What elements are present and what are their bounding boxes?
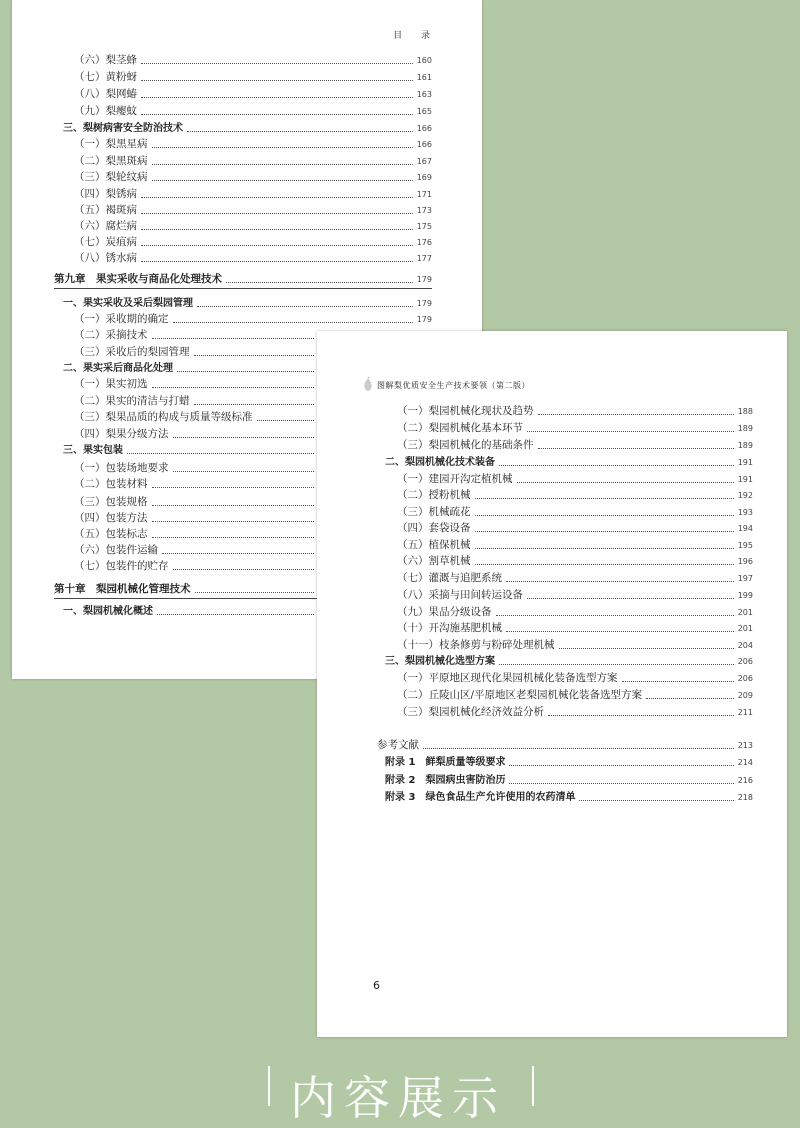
toc-section-entry	[63, 360, 318, 375]
toc-entry-title: （三）梨园机械化经济效益分析	[397, 706, 544, 718]
dot-leader	[141, 114, 413, 115]
toc-section-entry	[385, 772, 753, 787]
toc-entry	[74, 153, 432, 168]
toc-page-number: 214	[737, 758, 753, 767]
toc-entry-title: （二）丘陵山区/平原地区老梨园机械化装备选型方案	[397, 689, 643, 701]
toc-page-number: 161	[416, 73, 432, 82]
dot-leader	[173, 569, 315, 570]
toc-entry-title: （四）包装方法	[74, 512, 148, 524]
dot-leader	[475, 548, 734, 549]
toc-entry	[74, 393, 318, 408]
dot-leader	[173, 471, 315, 472]
toc-entry-title: （五）包装标志	[74, 528, 148, 540]
toc-entry	[397, 637, 753, 652]
toc-entry-title: （九）果品分级设备	[397, 606, 492, 618]
toc-section-entry	[63, 442, 318, 457]
dot-leader	[194, 404, 315, 405]
toc-page-number: 167	[416, 157, 432, 166]
toc-page-number: 191	[737, 475, 753, 484]
dot-leader	[187, 131, 413, 132]
toc-entry-title: （七）灌溉与追肥系统	[397, 572, 502, 584]
toc-entry-title: 参考文献	[377, 739, 419, 751]
toc-entry	[397, 537, 753, 552]
toc-entry	[74, 409, 318, 424]
toc-page-number: 171	[416, 190, 432, 199]
toc-entry-title: （一）采收期的确定	[74, 313, 169, 325]
dot-leader	[177, 371, 314, 372]
toc-page-number: 216	[737, 776, 753, 785]
toc-entry	[397, 520, 753, 535]
toc-page-number: 197	[737, 574, 753, 583]
toc-page-number: 206	[737, 657, 753, 666]
dot-leader	[496, 615, 734, 616]
toc-entry	[74, 426, 318, 441]
toc-entry	[74, 136, 432, 151]
toc-entry-title: （六）包装件运输	[74, 544, 158, 556]
toc-page-number: 163	[416, 90, 432, 99]
toc-entry	[397, 553, 753, 568]
toc-entry-title: （四）套袋设备	[397, 522, 471, 534]
pear-logo-icon	[363, 377, 373, 394]
toc-entry-title: 二、果实采后商品化处理	[63, 363, 173, 374]
toc-entry-title: （一）梨黑星病	[74, 138, 148, 150]
toc-section-entry	[385, 754, 753, 769]
toc-entry-title: 第九章 果实采收与商品化处理技术	[54, 273, 222, 285]
chapter-rule	[54, 598, 318, 599]
page-number: 6	[373, 979, 380, 992]
toc-entry-title: （四）梨果分级方法	[74, 428, 169, 440]
toc-entry	[397, 437, 753, 452]
dot-leader	[548, 715, 734, 716]
dot-leader	[527, 598, 734, 599]
toc-entry	[74, 311, 432, 326]
toc-entry	[74, 476, 318, 491]
toc-entry	[377, 737, 753, 752]
dot-leader	[152, 180, 413, 181]
dot-leader	[152, 387, 315, 388]
toc-entry	[397, 704, 753, 719]
toc-entry-title: （六）梨茎蜂	[74, 54, 137, 66]
dot-leader	[141, 261, 413, 262]
page-header: 目 录	[393, 31, 438, 41]
toc-entry	[74, 218, 432, 233]
dot-leader	[475, 564, 734, 565]
toc-entry-title: （九）梨瘿蚊	[74, 105, 137, 117]
toc-entry	[74, 169, 432, 184]
toc-entry-title: （五）褐斑病	[74, 204, 137, 216]
dot-leader	[152, 147, 413, 148]
toc-page-number: 166	[416, 140, 432, 149]
toc-section-entry	[385, 789, 753, 804]
toc-entry	[397, 570, 753, 585]
banner-divider	[532, 1066, 534, 1106]
toc-page-number: 195	[737, 541, 753, 550]
toc-page-number: 201	[737, 624, 753, 633]
toc-entry	[74, 494, 318, 509]
toc-page-number: 191	[737, 458, 753, 467]
dot-leader	[622, 681, 734, 682]
toc-entry	[397, 687, 753, 702]
dot-leader	[152, 521, 315, 522]
dot-leader	[475, 515, 734, 516]
toc-page-number: 206	[737, 674, 753, 683]
toc-entry-title: （三）采收后的梨园管理	[74, 346, 190, 358]
toc-entry	[74, 52, 432, 67]
chapter-rule	[54, 288, 432, 289]
dot-leader	[579, 800, 733, 801]
toc-entry-title: （二）采摘技术	[74, 329, 148, 341]
toc-page-number: 160	[416, 56, 432, 65]
toc-page-right	[317, 331, 787, 1037]
toc-page-number: 166	[416, 124, 432, 133]
toc-page-number: 179	[416, 315, 432, 324]
dot-leader	[127, 453, 314, 454]
dot-leader	[162, 553, 314, 554]
toc-page-number: 175	[416, 222, 432, 231]
dot-leader	[141, 245, 413, 246]
toc-page-number: 177	[416, 254, 432, 263]
toc-page-number: 189	[737, 424, 753, 433]
dot-leader	[509, 765, 733, 766]
toc-entry-title: （一）建园开沟定植机械	[397, 473, 513, 485]
toc-page-number: 169	[416, 173, 432, 182]
toc-page-number: 176	[416, 238, 432, 247]
toc-entry	[74, 186, 432, 201]
toc-entry-title: 一、果实采收及采后梨园管理	[63, 298, 193, 309]
dot-leader	[157, 614, 314, 615]
toc-page-number: 165	[416, 107, 432, 116]
toc-entry	[397, 487, 753, 502]
toc-entry	[74, 234, 432, 249]
toc-entry-title: （二）梨黑斑病	[74, 155, 148, 167]
toc-entry-title: 三、梨树病害安全防治技术	[63, 123, 183, 134]
toc-entry	[397, 620, 753, 635]
dot-leader	[506, 581, 734, 582]
toc-entry-title: （七）炭疽病	[74, 236, 137, 248]
toc-section-entry	[385, 454, 753, 469]
dot-leader	[257, 420, 315, 421]
dot-leader	[197, 306, 413, 307]
toc-entry	[397, 471, 753, 486]
toc-entry-title: （二）果实的清洁与打蜡	[74, 395, 190, 407]
toc-entry-title: （二）授粉机械	[397, 489, 471, 501]
dot-leader	[141, 97, 413, 98]
toc-page-number: 192	[737, 491, 753, 500]
toc-entry-title: 附录 3 绿色食品生产允许使用的农药清单	[385, 792, 576, 803]
toc-entry	[74, 69, 432, 84]
toc-entry-title: （七）包装件的贮存	[74, 560, 169, 572]
dot-leader	[195, 592, 315, 593]
toc-entry	[74, 542, 318, 557]
toc-entry	[397, 604, 753, 619]
dot-leader	[509, 783, 733, 784]
toc-entry	[74, 510, 318, 525]
toc-page-number: 218	[737, 793, 753, 802]
dot-leader	[152, 537, 315, 538]
toc-entry-title: 附录 2 梨园病虫害防治历	[385, 775, 506, 786]
dot-leader	[152, 487, 315, 488]
dot-leader	[141, 197, 413, 198]
dot-leader	[194, 355, 315, 356]
toc-entry-title: （五）植保机械	[397, 539, 471, 551]
dot-leader	[499, 465, 734, 466]
toc-page-number: 189	[737, 441, 753, 450]
dot-leader	[141, 63, 413, 64]
toc-entry-title: 二、梨园机械化技术装备	[385, 457, 495, 468]
toc-entry	[74, 376, 318, 391]
toc-entry	[397, 504, 753, 519]
toc-entry	[74, 344, 318, 359]
dot-leader	[173, 437, 315, 438]
toc-page-number: 211	[737, 708, 753, 717]
toc-entry-title: （一）梨园机械化现状及趋势	[397, 405, 534, 417]
toc-entry-title: （二）包装材料	[74, 478, 148, 490]
toc-entry-title: 附录 1 鲜梨质量等级要求	[385, 757, 506, 768]
toc-entry	[74, 103, 432, 118]
toc-entry-title: （八）锈水病	[74, 252, 137, 264]
toc-entry-title: （一）果实初选	[74, 378, 148, 390]
dot-leader	[152, 338, 315, 339]
toc-page-number: 173	[416, 206, 432, 215]
dot-leader	[499, 664, 734, 665]
toc-page-number: 199	[737, 591, 753, 600]
dot-leader	[173, 322, 413, 323]
toc-entry-title: 三、梨园机械化选型方案	[385, 656, 495, 667]
toc-entry-title: （六）腐烂病	[74, 220, 137, 232]
toc-entry	[74, 250, 432, 265]
toc-entry	[74, 460, 318, 475]
toc-entry-title: （七）黄粉蚜	[74, 71, 137, 83]
toc-entry-title: 三、果实包装	[63, 445, 123, 456]
toc-entry-title: （八）采摘与田间转运设备	[397, 589, 523, 601]
toc-entry-title: 一、梨园机械化概述	[63, 606, 153, 617]
dot-leader	[527, 431, 734, 432]
banner-title: 内容展示	[290, 1071, 506, 1125]
toc-chapter-entry	[54, 581, 318, 596]
toc-entry-title: （三）梨园机械化的基础条件	[397, 439, 534, 451]
dot-leader	[141, 213, 413, 214]
toc-entry-title: （六）割草机械	[397, 555, 471, 567]
toc-section-entry	[63, 295, 432, 310]
toc-entry-title: （十）开沟施基肥机械	[397, 622, 502, 634]
toc-entry	[397, 420, 753, 435]
toc-entry-title: （三）机械疏花	[397, 506, 471, 518]
dot-leader	[152, 164, 413, 165]
toc-entry-title: （十一）枝条修剪与粉碎处理机械	[397, 639, 555, 651]
dot-leader	[506, 631, 734, 632]
toc-page-number: 193	[737, 508, 753, 517]
dot-leader	[517, 482, 734, 483]
toc-page-number: 201	[737, 608, 753, 617]
toc-entry-title: （三）梨果品质的构成与质量等级标准	[74, 411, 253, 423]
book-title: 图解梨优质安全生产技术要领（第二版）	[377, 381, 530, 390]
toc-page-number: 196	[737, 557, 753, 566]
toc-entry-title: （三）包装规格	[74, 496, 148, 508]
toc-entry	[397, 587, 753, 602]
toc-entry-title: （一）平原地区现代化果园机械化装备选型方案	[397, 672, 618, 684]
dot-leader	[475, 531, 734, 532]
toc-entry	[74, 86, 432, 101]
toc-entry	[74, 526, 318, 541]
dot-leader	[559, 648, 734, 649]
dot-leader	[152, 505, 315, 506]
toc-page-number: 188	[737, 407, 753, 416]
dot-leader	[538, 448, 734, 449]
dot-leader	[538, 414, 734, 415]
toc-entry	[397, 670, 753, 685]
toc-entry-title: （三）梨轮纹病	[74, 171, 148, 183]
toc-entry	[74, 327, 318, 342]
toc-entry-title: （八）梨网蝽	[74, 88, 137, 100]
toc-page-number: 194	[737, 524, 753, 533]
toc-entry	[397, 403, 753, 418]
toc-section-entry	[385, 653, 753, 668]
toc-page-number: 204	[737, 641, 753, 650]
toc-chapter-entry	[54, 271, 432, 286]
banner-divider	[268, 1066, 270, 1106]
toc-page-number: 179	[416, 275, 432, 284]
toc-entry-title: （二）梨园机械化基本环节	[397, 422, 523, 434]
toc-entry	[74, 558, 318, 573]
toc-entry-title: （四）梨锈病	[74, 188, 137, 200]
toc-page-number: 179	[416, 299, 432, 308]
toc-entry	[74, 202, 432, 217]
toc-section-entry	[63, 603, 318, 618]
page-header	[363, 377, 530, 394]
dot-leader	[646, 698, 734, 699]
dot-leader	[423, 748, 734, 749]
dot-leader	[226, 282, 413, 283]
dot-leader	[141, 80, 413, 81]
toc-page-number: 213	[737, 741, 753, 750]
toc-entry-title: 第十章 梨园机械化管理技术	[54, 583, 191, 595]
dot-leader	[475, 498, 734, 499]
toc-entry-title: （一）包装场地要求	[74, 462, 169, 474]
toc-section-entry	[63, 120, 432, 135]
toc-page-number: 209	[737, 691, 753, 700]
dot-leader	[141, 229, 413, 230]
